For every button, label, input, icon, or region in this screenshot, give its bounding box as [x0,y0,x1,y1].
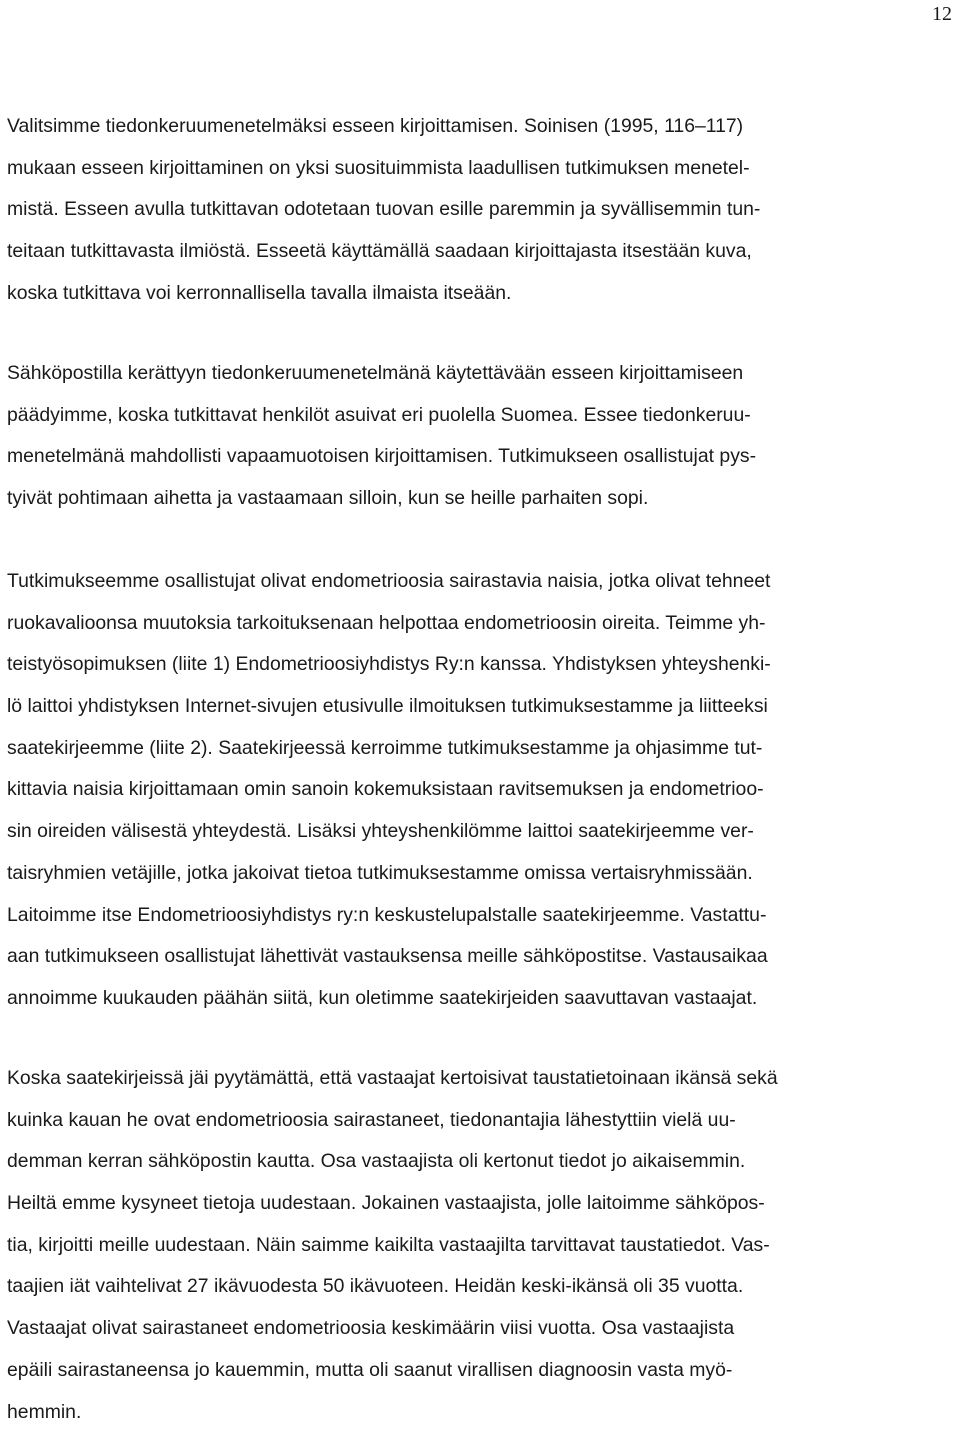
text-line: Tutkimukseemme osallistujat olivat endometrioosia sairastavia naisia, jotka olivat tehneet [7,561,957,603]
text-line: sin oireiden välisestä yhteydestä. Lisäksi yhteyshenkilömme laittoi saatekirjeemme ver- [7,811,957,853]
text-line: teitaan tutkittavasta ilmiöstä. Esseetä käyttämällä saadaan kirjoittajasta itsestään kuva, [7,231,957,273]
paragraph-method-choice [7,106,957,314]
text-line: demman kerran sähköpostin kautta. Osa vastaajista oli kertonut tiedot jo aikaisemmin. [7,1141,957,1183]
paragraph-email-essay [7,353,957,520]
text-line: Koska saatekirjeissä jäi pyytämättä, että vastaajat kertoisivat taustatietoinaan ikänsä sekä [7,1058,957,1100]
text-line: mukaan esseen kirjoittaminen on yksi suosituimmista laadullisen tutkimuksen menetel- [7,148,957,190]
text-line: Heiltä emme kysyneet tietoja uudestaan. Jokainen vastaajista, jolle laitoimme sähköpos- [7,1183,957,1225]
text-line: saatekirjeemme (liite 2). Saatekirjeessä kerroimme tutkimuksestamme ja ohjasimme tut- [7,728,957,770]
text-line: lö laittoi yhdistyksen Internet-sivujen etusivulle ilmoituksen tutkimuksestamme ja liitteeksi [7,686,957,728]
text-line: päädyimme, koska tutkittavat henkilöt asuivat eri puolella Suomea. Essee tiedonkeruu- [7,395,957,437]
text-line: hemmin. [7,1392,957,1433]
text-line: annoimme kuukauden päähän siitä, kun oletimme saatekirjeiden saavuttavan vastaajat. [7,978,957,1020]
text-line: teistyösopimuksen (liite 1) Endometrioosiyhdistys Ry:n kanssa. Yhdistyksen yhteyshenki- [7,644,957,686]
text-line: Valitsimme tiedonkeruumenetelmäksi esseen kirjoittamisen. Soinisen (1995, 116–117) [7,106,957,148]
text-line: epäili sairastaneensa jo kauemmin, mutta oli saanut virallisen diagnoosin vasta myö- [7,1350,957,1392]
text-line: koska tutkittava voi kerronnallisella tavalla ilmaista itseään. [7,273,957,315]
text-line: menetelmänä mahdollisti vapaamuotoisen kirjoittamisen. Tutkimukseen osallistujat pys- [7,436,957,478]
paragraph-participants [7,561,957,1020]
text-line: tia, kirjoitti meille uudestaan. Näin saimme kaikilta vastaajilta tarvittavat taustatiedot. Vas- [7,1225,957,1267]
text-line: tyivät pohtimaan aihetta ja vastaamaan silloin, kun se heille parhaiten sopi. [7,478,957,520]
page-number: 12 [932,2,952,26]
paragraph-background-info [7,1058,957,1433]
text-line: taisryhmien vetäjille, jotka jakoivat tietoa tutkimuksestamme omissa vertaisryhmissään. [7,853,957,895]
text-line: Vastaajat olivat sairastaneet endometrioosia keskimäärin viisi vuotta. Osa vastaajista [7,1308,957,1350]
text-line: Laitoimme itse Endometrioosiyhdistys ry:n keskustelupalstalle saatekirjeemme. Vastattu- [7,895,957,937]
text-line: aan tutkimukseen osallistujat lähettivät vastauksensa meille sähköpostitse. Vastausaikaa [7,936,957,978]
text-line: kittavia naisia kirjoittamaan omin sanoin kokemuksistaan ravitsemuksen ja endometrioo- [7,769,957,811]
text-line: kuinka kauan he ovat endometrioosia sairastaneet, tiedonantajia lähestyttiin vielä uu- [7,1100,957,1142]
text-line: ruokavalioonsa muutoksia tarkoituksenaan helpottaa endometrioosin oireita. Teimme yh- [7,603,957,645]
text-line: Sähköpostilla kerättyyn tiedonkeruumenetelmänä käytettävään esseen kirjoittamiseen [7,353,957,395]
text-line: taajien iät vaihtelivat 27 ikävuodesta 50 ikävuoteen. Heidän keski-ikänsä oli 35 vuotta. [7,1266,957,1308]
text-line: mistä. Esseen avulla tutkittavan odotetaan tuovan esille paremmin ja syvällisemmin tun- [7,189,957,231]
